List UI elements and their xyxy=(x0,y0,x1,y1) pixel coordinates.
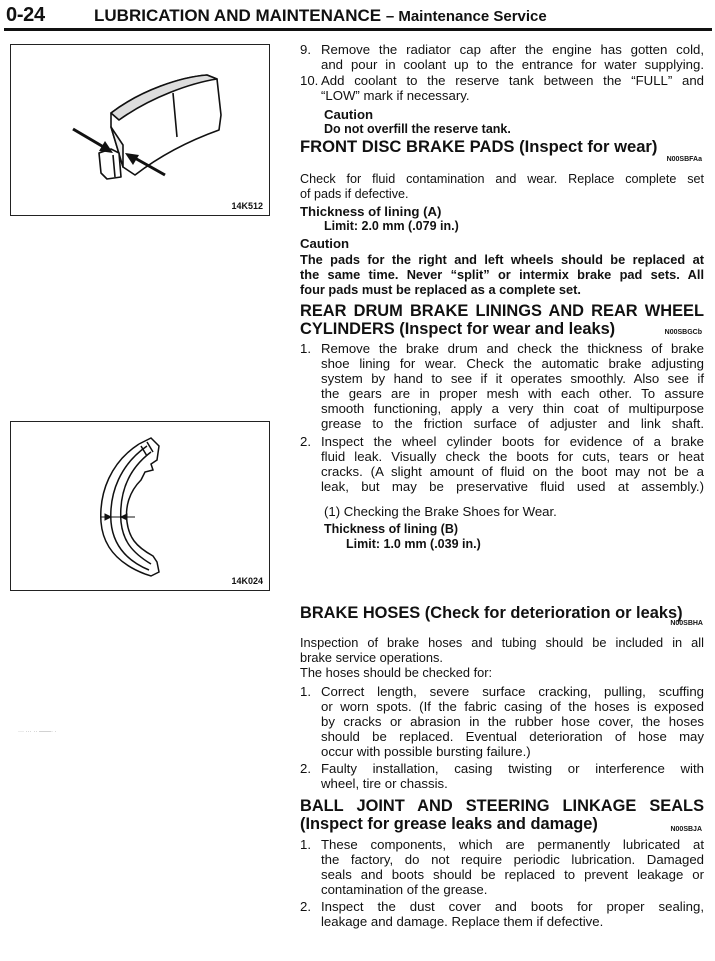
chapter-subtitle: – Maintenance Service xyxy=(385,8,547,25)
step-line: the gears are in proper mesh with each other. To assure xyxy=(321,386,704,401)
body-text: Inspection of brake hoses and tubing should be included in all xyxy=(300,635,704,650)
step-line: wheel, tire or chassis. xyxy=(321,776,448,791)
step-line: the factory, do not require periodic lubrication. Damaged xyxy=(321,852,704,867)
spec-value: Limit: 2.0 mm (.079 in.) xyxy=(324,219,459,233)
list-item-rear-drum-2: 2. Inspect the wheel cylinder boots for evidence of a brake fluid leak. Visually check the boots for cuts, tears or heat cracks. (A slight amount of fluid on the boot may not be a leak, but may be preservative fluid used at assembly.) xyxy=(300,434,704,494)
sub-step: (1) Checking the Brake Shoes for Wear. xyxy=(324,504,557,519)
list-item-rear-drum-1: 1. Remove the brake drum and check the thickness of brake shoe lining for wear. Check the automatic brake adjusting system by hand to see if it operates smoothly. Also see if the gears are in proper mesh with each other. To assure smooth functioning, apply a very thin coat of multipurpose grease to the friction surface of adjuster and link shaft. xyxy=(300,341,704,431)
step-line: smooth functioning, apply a very thin coat of multipurpose xyxy=(321,401,704,416)
list-item-brake-hoses-1: 1. Correct length, severe surface cracking, pulling, scuffing or worn spots. (If the fabric casing of the hoses is exposed by cracks or abrasion in the rubber hose cover, the hoses should be replaced. Eventual deterioration of hose may occur with possible bursting failure.) xyxy=(300,684,704,759)
step-line: or worn spots. (If the fabric casing of the hoses is exposed xyxy=(321,699,704,714)
section-code: N00SBJA xyxy=(670,826,702,833)
step-line: system by hand to see if it operates smoothly. Also see if xyxy=(321,371,704,386)
list-item-ball-joint-1: 1. These components, which are permanently lubricated at the factory, do not require periodic lubrication. Damaged seals and boots should be replaced to prevent leakage or contamination of the grease. xyxy=(300,837,704,897)
section-heading-brake-hoses: BRAKE HOSES (Check for deterioration or leaks) xyxy=(300,604,683,622)
step-line: Inspect the dust cover and boots for proper sealing, xyxy=(321,899,704,914)
scan-artifact: ··· ··· ·· ——· · xyxy=(18,729,57,735)
step-line: contamination of the grease. xyxy=(321,882,488,897)
step-line: cracks. (A slight amount of fluid on the boot may not be a xyxy=(321,464,704,479)
step-line: by cracks or abrasion in the rubber hose cover, the hoses xyxy=(321,714,704,729)
step-line: shoe lining for wear. Check the automatic brake adjusting xyxy=(321,356,704,371)
step-line: and pour in coolant up to the entrance for water supplying. xyxy=(321,57,704,72)
body-text: brake service operations. xyxy=(300,650,443,665)
section-heading-rear-drum-brake-line2: CYLINDERS (Inspect for wear and leaks) xyxy=(300,320,616,338)
page-number: 0-24 xyxy=(6,4,45,26)
caution-label: Caution xyxy=(324,107,374,122)
section-code: N00SBGCb xyxy=(664,329,702,336)
step-line: Add coolant to the reserve tank between the “FULL” and xyxy=(321,73,704,88)
section-heading-ball-joint: BALL JOINT AND STEERING LINKAGE SEALS xyxy=(300,797,704,815)
step-line: grease to the friction surface of adjuster and link shaft. xyxy=(321,416,704,431)
list-item-brake-hoses-2: 2. Faulty installation, casing twisting or interference with wheel, tire or chassis. xyxy=(300,761,704,791)
spec-value: Limit: 1.0 mm (.039 in.) xyxy=(346,537,481,551)
section-heading-front-disc-brake-pads: FRONT DISC BRAKE PADS (Inspect for wear) xyxy=(300,137,658,156)
step-line: should be replaced. Eventual deterioration of hose may xyxy=(321,729,704,744)
section-code: N00SBFAa xyxy=(666,156,702,163)
step-line: Inspect the wheel cylinder boots for evidence of a brake xyxy=(321,434,704,449)
step-line: “LOW” mark if necessary. xyxy=(321,88,470,103)
caution-text: The pads for the right and left wheels should be replaced at xyxy=(300,252,704,267)
section-heading-rear-drum-brake: REAR DRUM BRAKE LININGS AND REAR WHEEL xyxy=(300,302,704,320)
figure-brake-shoe xyxy=(10,421,270,591)
list-item-step-9: 9. Remove the radiator cap after the engine has gotten cold, and pour in coolant up to the entrance for water supplying. xyxy=(300,42,704,72)
step-line: Correct length, severe surface cracking, pulling, scuffing xyxy=(321,684,704,699)
section-heading-ball-joint-line2: (Inspect for grease leaks and damage) xyxy=(300,815,598,833)
step-line: leakage and damage. Replace them if defective. xyxy=(321,914,604,929)
step-line: leak, but may be preservative fluid used at assembly.) xyxy=(321,479,704,494)
figure-brake-pad xyxy=(10,44,270,216)
step-line: These components, which are permanently lubricated at xyxy=(321,837,704,852)
caution-label: Caution xyxy=(300,236,350,251)
list-item-ball-joint-2: 2. Inspect the dust cover and boots for proper sealing, leakage and damage. Replace them if defective. xyxy=(300,899,704,929)
figure-code: 14K512 xyxy=(231,201,263,211)
spec-label: Thickness of lining (A) xyxy=(300,204,442,219)
list-item-step-10: 10. Add coolant to the reserve tank between the “FULL” and “LOW” mark if necessary. xyxy=(300,73,704,103)
spec-label: Thickness of lining (B) xyxy=(324,522,459,536)
caution-text: Do not overfill the reserve tank. xyxy=(324,122,511,136)
chapter-title: LUBRICATION AND MAINTENANCE xyxy=(94,6,382,25)
step-line: fluid leak. Visually check the boots for cuts, tears or heat xyxy=(321,449,704,464)
brake-pad-icon xyxy=(11,45,269,215)
body-text: Check for fluid contamination and wear. Replace complete set xyxy=(300,172,704,186)
section-code: N00SBHA xyxy=(670,620,703,627)
step-line: Remove the brake drum and check the thickness of brake xyxy=(321,341,704,356)
step-line: occur with possible bursting failure.) xyxy=(321,744,531,759)
step-line: seals and boots should be replaced to prevent leakage or xyxy=(321,867,704,882)
figure-code: 14K024 xyxy=(231,576,263,586)
body-text: of pads if defective. xyxy=(300,187,409,201)
step-line: Faulty installation, casing twisting or interference with xyxy=(321,761,704,776)
step-line: Remove the radiator cap after the engine has gotten cold, xyxy=(321,42,704,57)
content-column xyxy=(300,0,704,961)
caution-text: four pads must be replaced as a complete set. xyxy=(300,282,581,297)
body-text: The hoses should be checked for: xyxy=(300,665,493,680)
caution-text: the same time. Never “split” or intermix brake pad sets. All xyxy=(300,267,704,282)
brake-shoe-icon xyxy=(11,422,269,590)
